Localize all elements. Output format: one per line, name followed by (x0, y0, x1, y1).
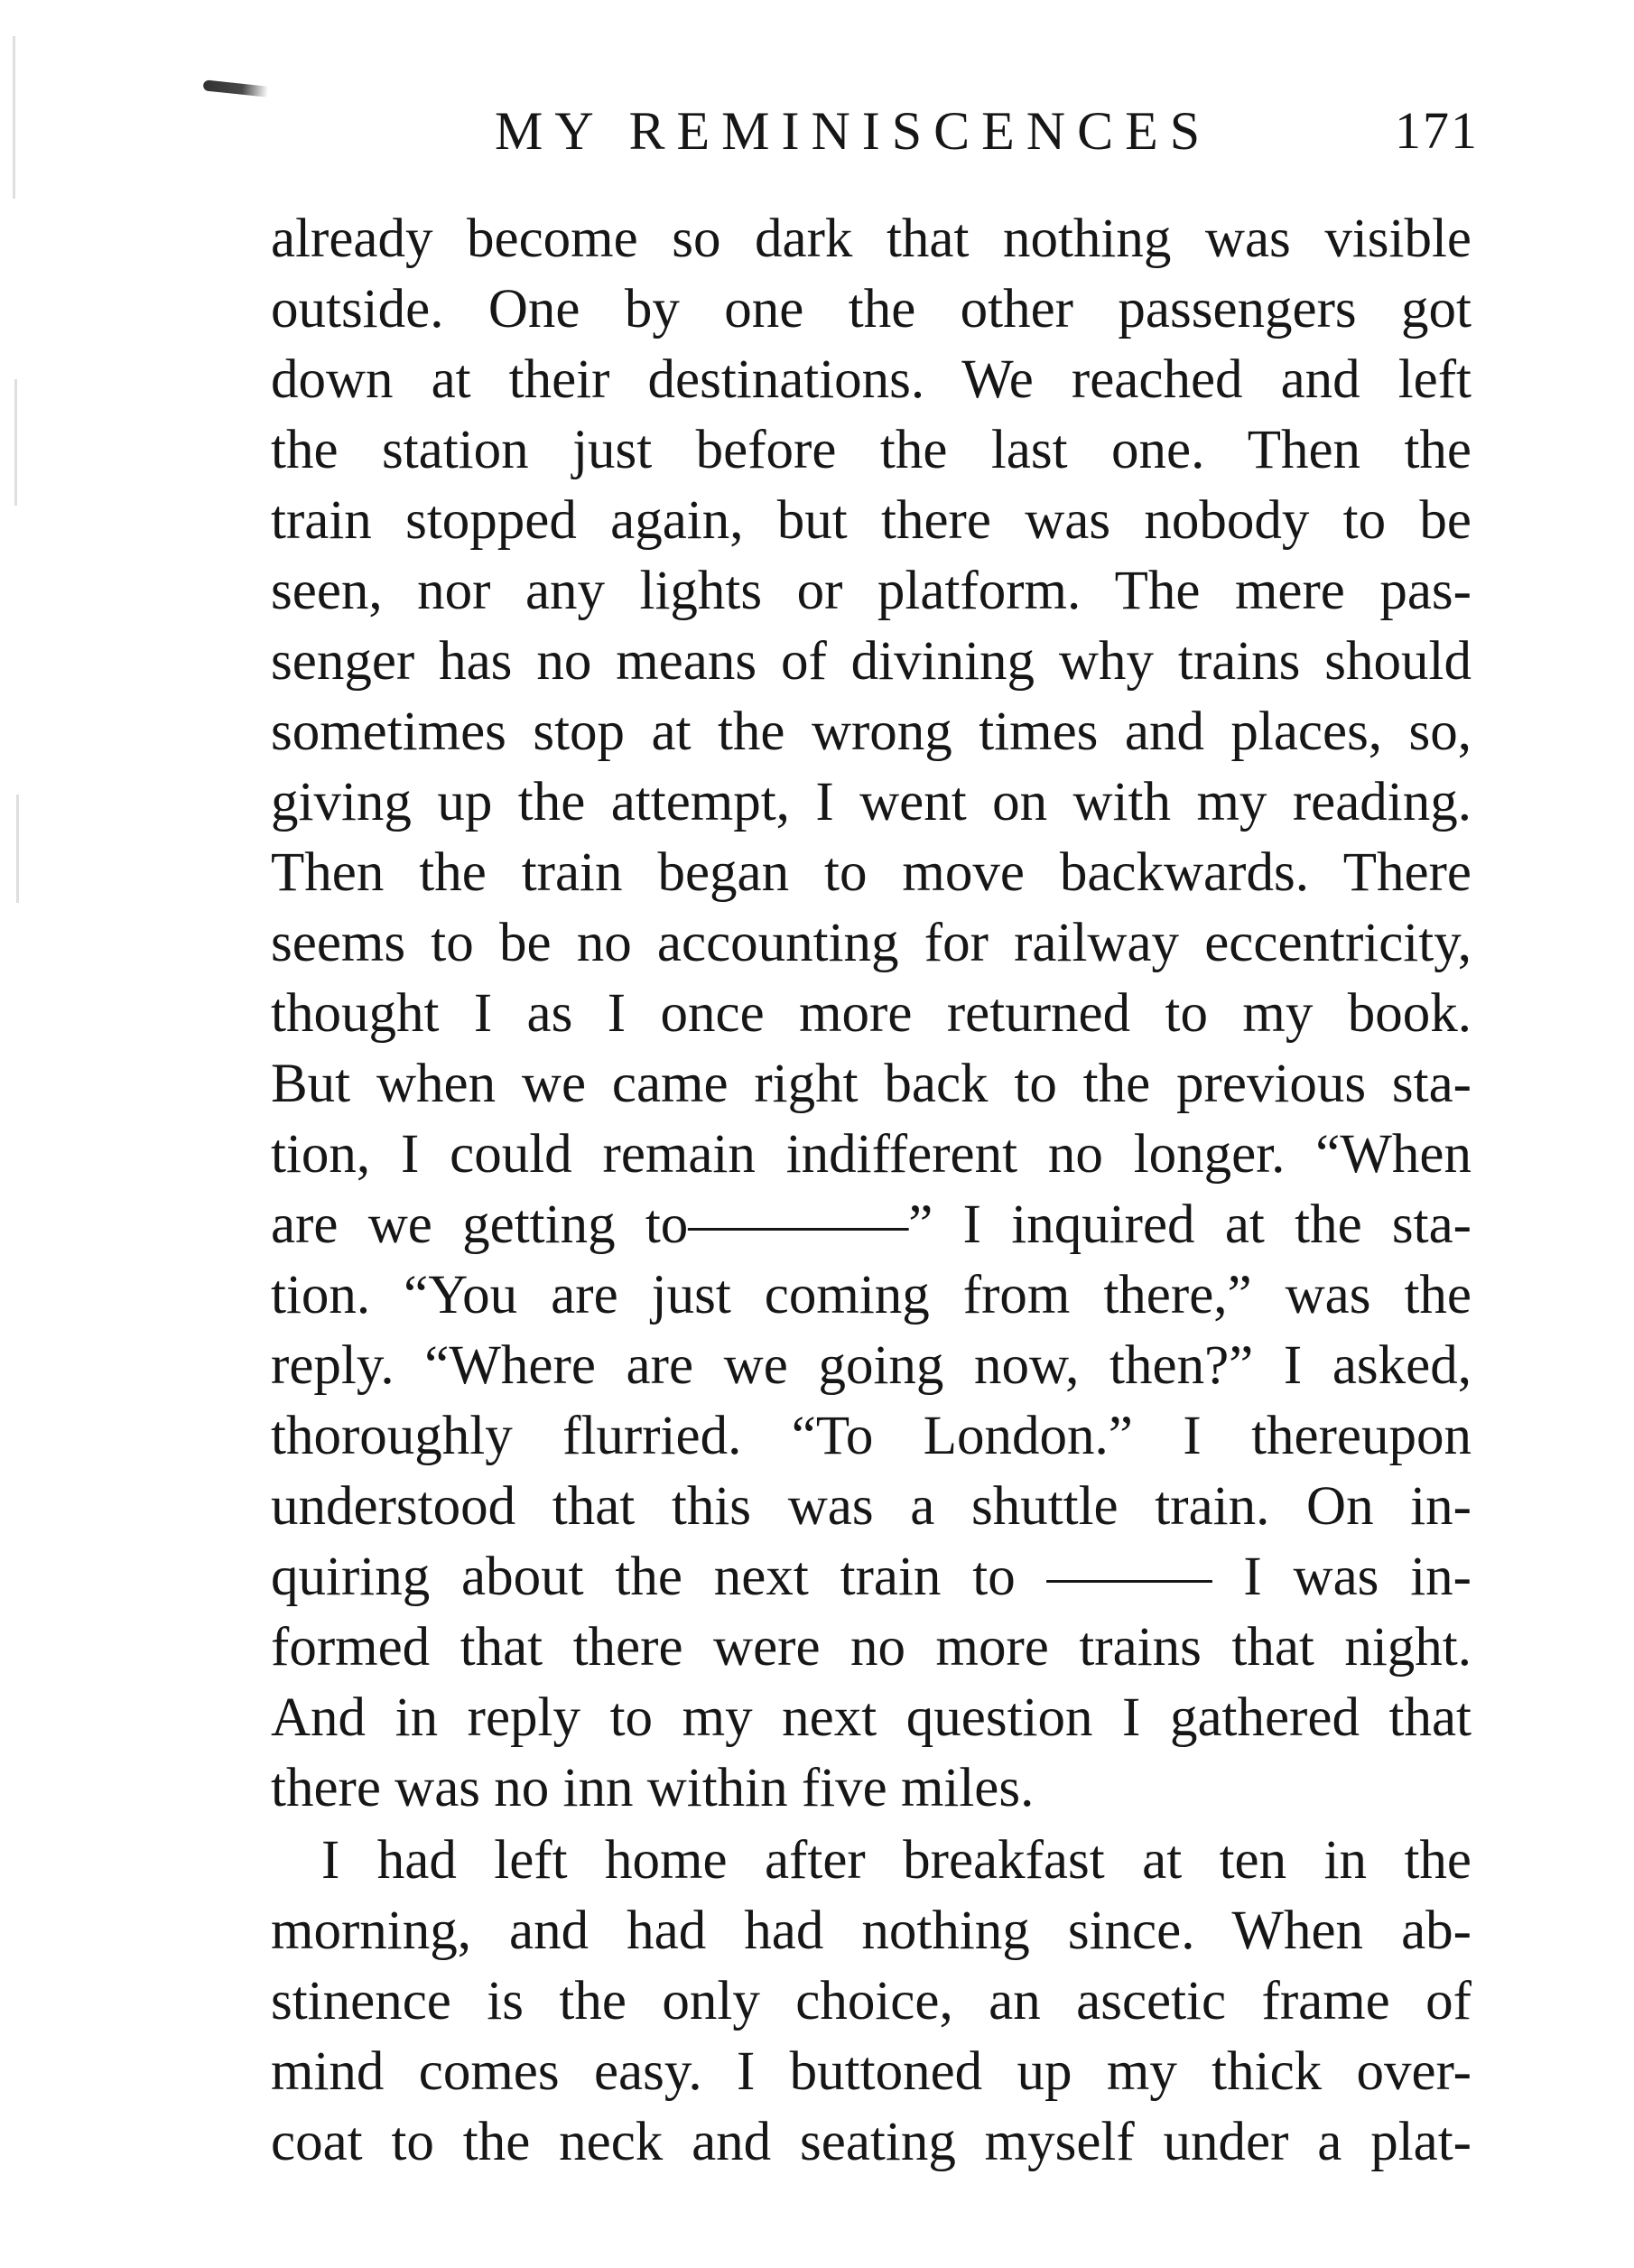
running-head: MY REMINISCENCES (495, 101, 1212, 161)
text-line: outside. One by one the other passengers got (271, 279, 1472, 339)
text-line: coat to the neck and seating myself under a plat- (271, 2112, 1472, 2172)
body-text (271, 204, 1472, 2178)
scan-edge-speck (14, 379, 17, 506)
text-line: understood that this was a shuttle train. On in- (271, 1476, 1472, 1537)
paragraph-2 (271, 1826, 1472, 2178)
text-line: sometimes stop at the wrong times and places, so, (271, 702, 1472, 762)
text-line: the station just before the last one. Then the (271, 420, 1472, 480)
text-line: thoroughly flurried. “To London.” I thereupon (271, 1406, 1472, 1466)
text-line: quiring about the next train to ——— I was in- (271, 1547, 1472, 1607)
text-line: are we getting to————” I inquired at the sta- (271, 1194, 1472, 1255)
text-line: stinence is the only choice, an ascetic frame of (271, 1971, 1472, 2031)
text-line: there was no inn within five miles. (271, 1758, 1035, 1818)
scan-edge-speck (13, 36, 15, 199)
text-line: seems to be no accounting for railway eccentricity, (271, 913, 1472, 973)
text-line: thought I as I once more returned to my book. (271, 983, 1472, 1044)
text-line: giving up the attempt, I went on with my reading. (271, 772, 1472, 832)
text-line: tion, I could remain indifferent no longer. “When (271, 1124, 1472, 1185)
text-line: down at their destinations. We reached and left (271, 349, 1472, 410)
text-line: already become so dark that nothing was visible (271, 209, 1472, 269)
paragraph-1 (271, 204, 1472, 1824)
text-line: train stopped again, but there was nobody to be (271, 490, 1472, 551)
text-line: And in reply to my next question I gathered that (271, 1687, 1472, 1748)
text-line: senger has no means of divining why trains should (271, 631, 1472, 692)
text-line: Then the train began to move backwards. There (271, 842, 1472, 903)
scan-smudge-mark (203, 79, 269, 97)
text-line: tion. “You are just coming from there,” was the (271, 1265, 1472, 1325)
scan-edge-speck (16, 795, 19, 903)
page-number: 171 (1395, 101, 1479, 160)
text-line: formed that there were no more trains that night. (271, 1617, 1472, 1678)
text-line: mind comes easy. I buttoned up my thick over- (271, 2041, 1472, 2102)
text-line: reply. “Where are we going now, then?” I asked, (271, 1335, 1472, 1396)
text-line: But when we came right back to the previous sta- (271, 1054, 1472, 1114)
page-header (495, 90, 1479, 172)
text-line: seen, nor any lights or platform. The mere pas- (271, 561, 1472, 621)
text-line: I had left home after breakfast at ten in the (321, 1830, 1472, 1891)
text-line: morning, and had had nothing since. When ab- (271, 1901, 1472, 1961)
